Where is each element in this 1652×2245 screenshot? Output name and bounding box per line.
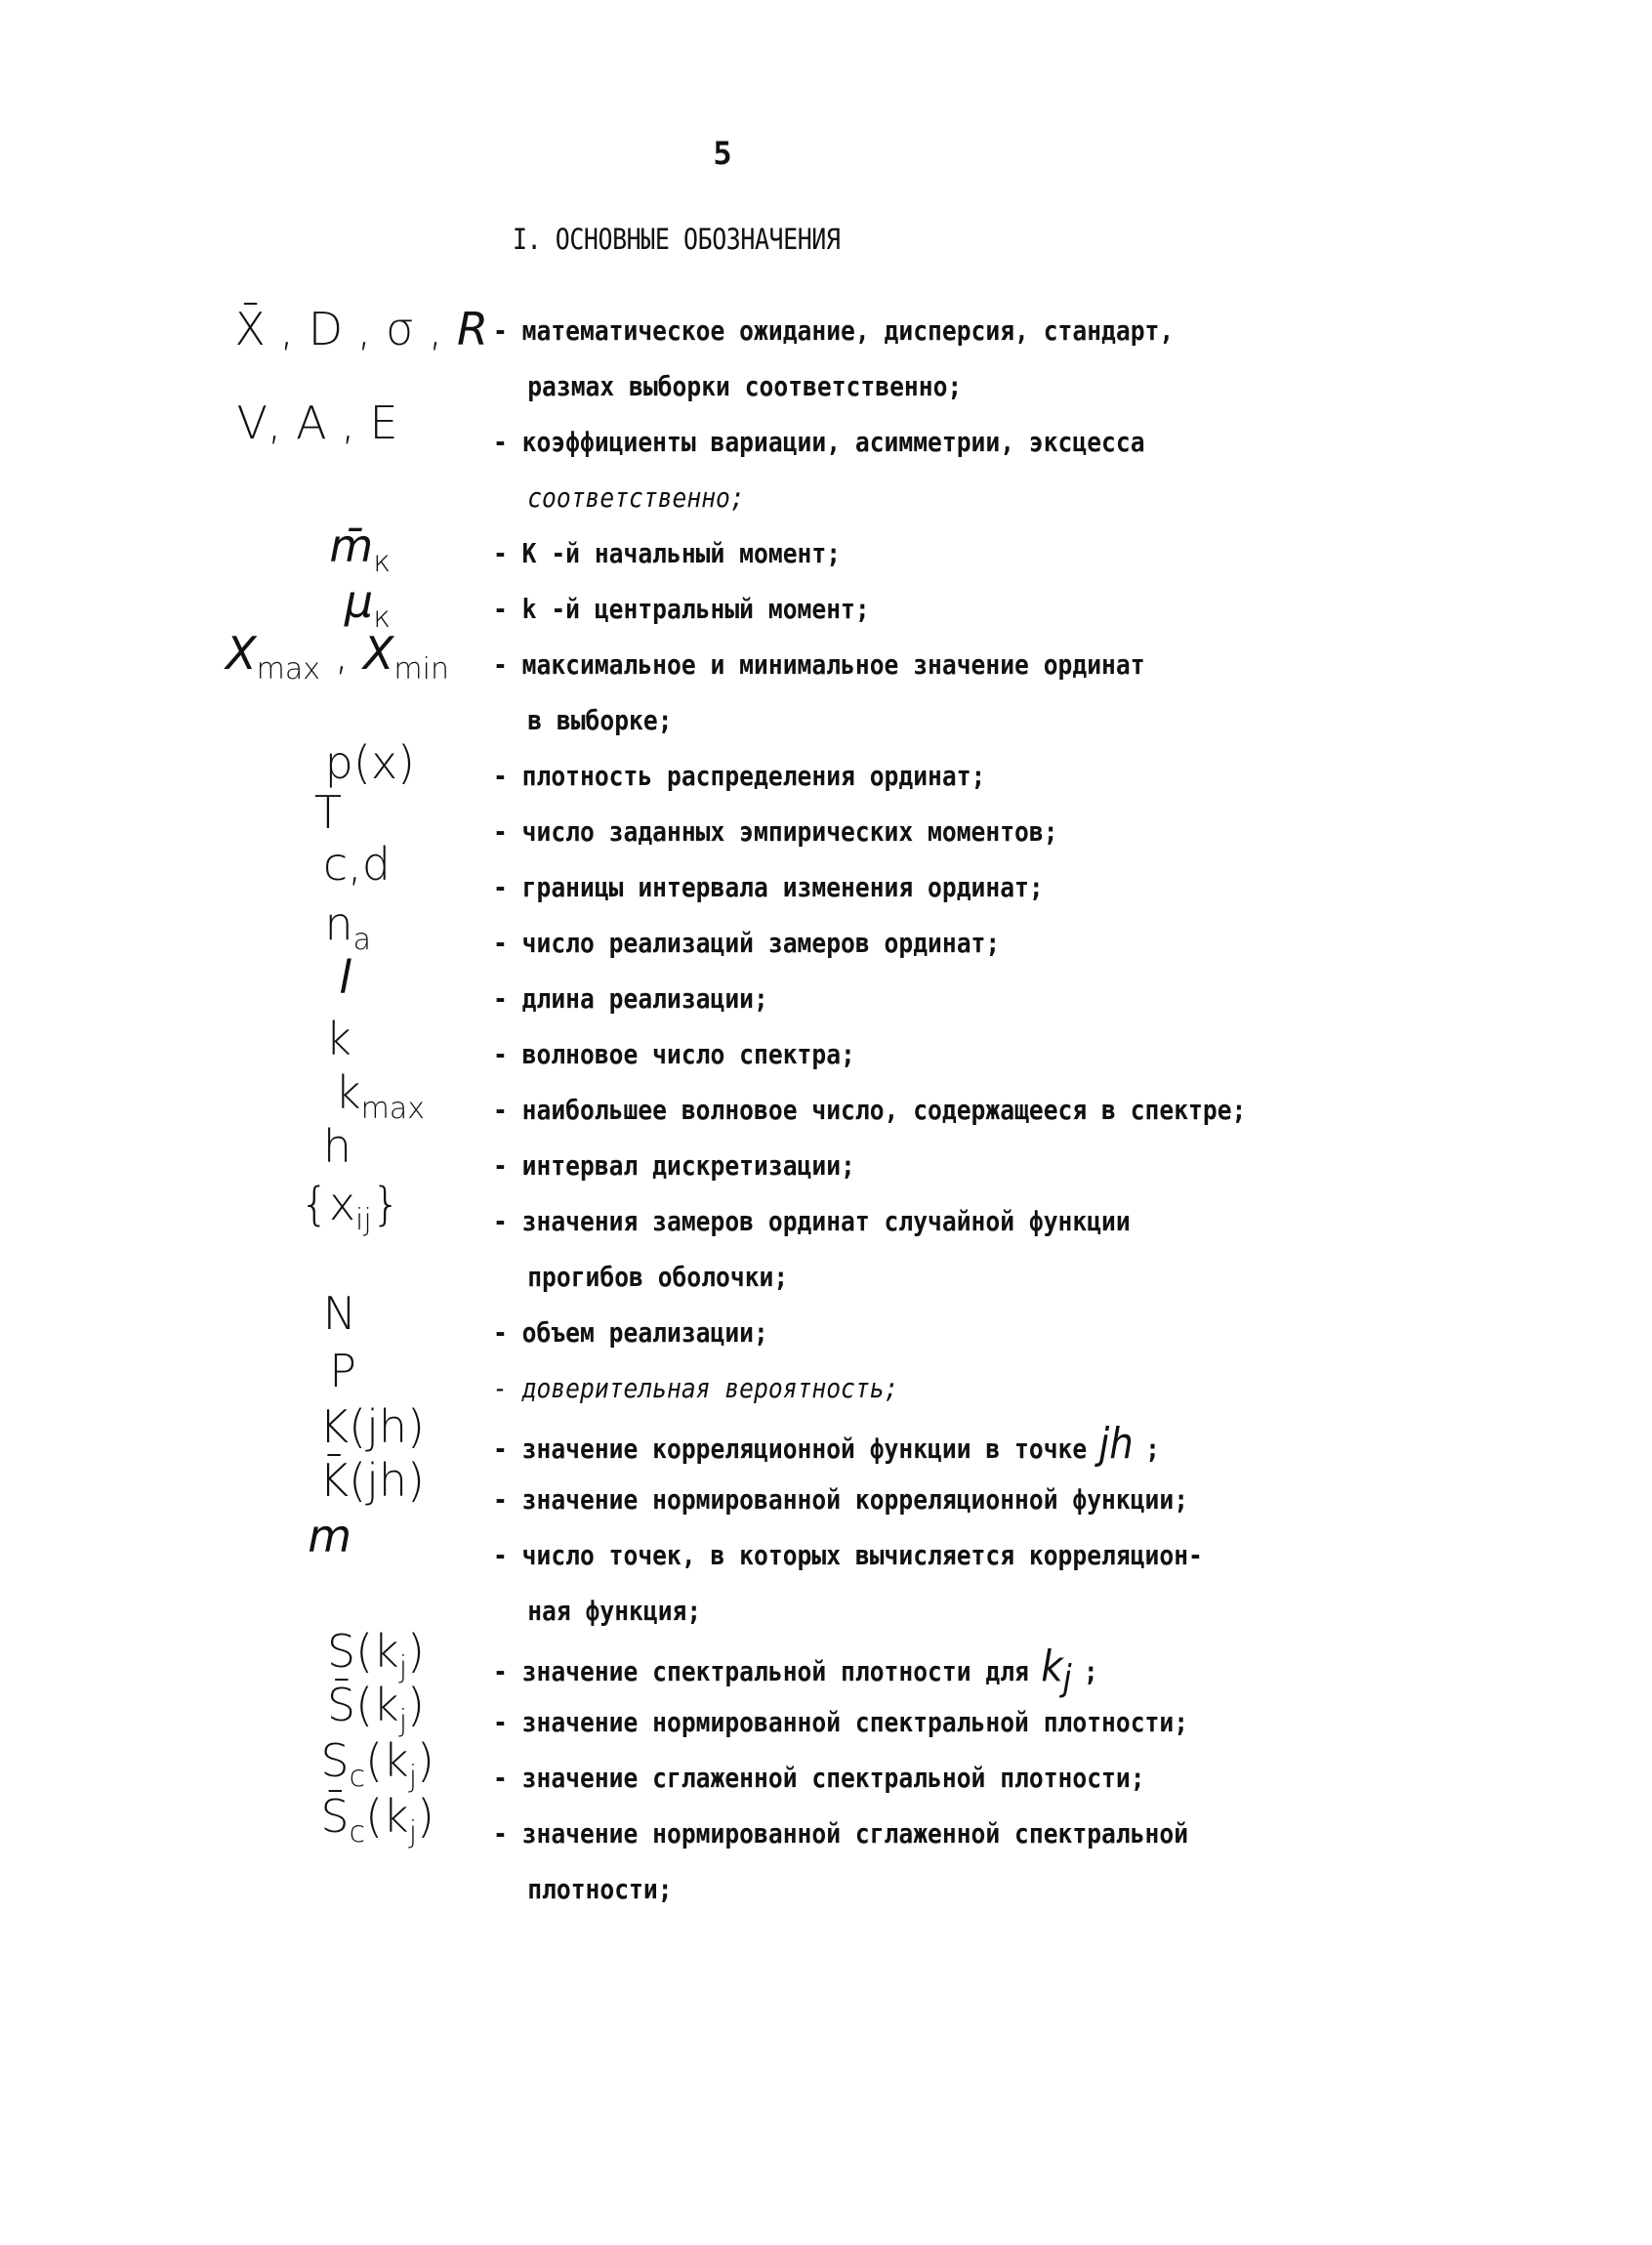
inline-symbol: jh	[1098, 1419, 1134, 1469]
notation-description	[493, 1138, 855, 1193]
section-title: I. ОСНОВНЫЕ ОБОЗНАЧЕНИЯ	[513, 223, 841, 256]
description-line: - длина реализации;	[493, 982, 768, 1015]
notation-description	[493, 581, 870, 637]
description-text: - значение корреляционной функции в точке	[493, 1433, 1088, 1465]
description-line	[493, 1416, 1160, 1476]
page-number: 5	[713, 135, 732, 172]
description-line: - доверительная вероятность;	[493, 1372, 899, 1404]
description-tail: ;	[1145, 1433, 1161, 1465]
description-line: - число точек, в которых вычисляется корреляцион-	[493, 1539, 1203, 1571]
notation-description	[493, 1416, 1160, 1476]
notation-description	[493, 1193, 1131, 1305]
notation-description	[493, 971, 768, 1026]
notation-symbol: h	[322, 1120, 351, 1173]
description-line: - значения замеров ординат случайной функции	[493, 1205, 1131, 1237]
notation-symbol: c,d	[322, 838, 391, 891]
notation-symbol: $S_c(k_j)$	[320, 1734, 434, 1794]
description-line: размах выборки соответственно;	[527, 370, 963, 402]
notation-description	[493, 1026, 855, 1082]
notation-description	[493, 1694, 1188, 1750]
description-line: - значение нормированной спектральной плотности;	[493, 1706, 1189, 1738]
notation-symbol: $n_a$	[324, 897, 371, 957]
notation-symbol: $\mu_к$	[344, 575, 391, 635]
notation-description	[493, 525, 841, 581]
notation-symbol: m	[308, 1510, 351, 1562]
description-line: - значение нормированной сглаженной спектральной	[493, 1817, 1189, 1850]
notation-description	[493, 1806, 1188, 1917]
notation-symbol: k	[325, 1013, 351, 1065]
description-line: - максимальное и минимальное значение ординат	[493, 648, 1145, 681]
description-line: - интервал дискретизации;	[493, 1149, 855, 1182]
notation-symbol: $\{x_{ij}\}$	[300, 1178, 400, 1237]
notation-symbol: N	[322, 1287, 356, 1340]
notation-description	[493, 1082, 1246, 1138]
inline-symbol: $k_j$	[1041, 1642, 1072, 1699]
notation-description	[493, 303, 1174, 414]
notation-description	[493, 1472, 1188, 1527]
notation-symbol: P	[329, 1345, 356, 1397]
notation-description	[493, 1305, 768, 1360]
description-line: - K -й начальный момент;	[493, 537, 842, 569]
notation-description	[493, 1360, 898, 1416]
notation-description	[493, 1750, 1145, 1806]
notation-symbol: $k_{max}$	[334, 1066, 425, 1126]
description-line: - значение сглаженной спектральной плотности;	[493, 1762, 1145, 1794]
notation-description	[493, 915, 1000, 971]
description-line: ная функция;	[527, 1595, 702, 1627]
description-line: - волновое число спектра;	[493, 1038, 855, 1070]
description-line: - объем реализации;	[493, 1316, 768, 1349]
description-text: - значение спектральной плотности для	[493, 1655, 1029, 1687]
description-tail: ;	[1083, 1655, 1098, 1687]
notation-description	[493, 1527, 1203, 1639]
description-line: - число реализаций замеров ординат;	[493, 927, 1001, 959]
notation-description	[493, 414, 1145, 525]
notation-symbol: p(x)	[324, 736, 415, 789]
notation-description	[493, 859, 1044, 915]
notation-symbol: $S̄(k_j)$	[326, 1679, 425, 1738]
notation-description	[493, 637, 1145, 748]
notation-symbol: K̄(jh)	[319, 1454, 425, 1507]
description-line: плотности;	[527, 1873, 673, 1905]
notation-symbol: $m̄_к$	[329, 520, 391, 579]
description-line: соответственно;	[527, 481, 745, 514]
notation-symbol: T	[313, 786, 342, 839]
notation-symbol: X̄ , D , σ , R	[234, 303, 488, 355]
description-line: - k -й центральный момент;	[493, 593, 870, 625]
description-line: - границы интервала изменения ординат;	[493, 871, 1044, 903]
notation-symbol: l	[339, 951, 351, 1004]
notation-description	[493, 748, 985, 804]
notation-symbol: K(jh)	[319, 1400, 425, 1453]
description-line: - плотность распределения ординат;	[493, 760, 986, 792]
description-line: - значение нормированной корреляционной функции;	[493, 1483, 1189, 1516]
notation-symbol: $S̄_c(k_j)$	[320, 1790, 434, 1850]
description-line: в выборке;	[527, 704, 673, 736]
description-line: - математическое ожидание, дисперсия, стандарт,	[493, 314, 1175, 347]
notation-symbol: V, A , E	[236, 396, 398, 449]
description-line: - наибольшее волновое число, содержащееся в спектре;	[493, 1094, 1247, 1126]
notation-description	[493, 804, 1058, 859]
notation-symbol: $S(k_j)$	[326, 1625, 425, 1684]
notation-symbol: $X_{max}$ , $X_{min}$	[226, 627, 449, 686]
description-line: - коэффициенты вариации, асимметрии, эксцесса	[493, 426, 1145, 458]
description-line: прогибов оболочки;	[527, 1261, 789, 1293]
description-line: - число заданных эмпирических моментов;	[493, 815, 1058, 848]
